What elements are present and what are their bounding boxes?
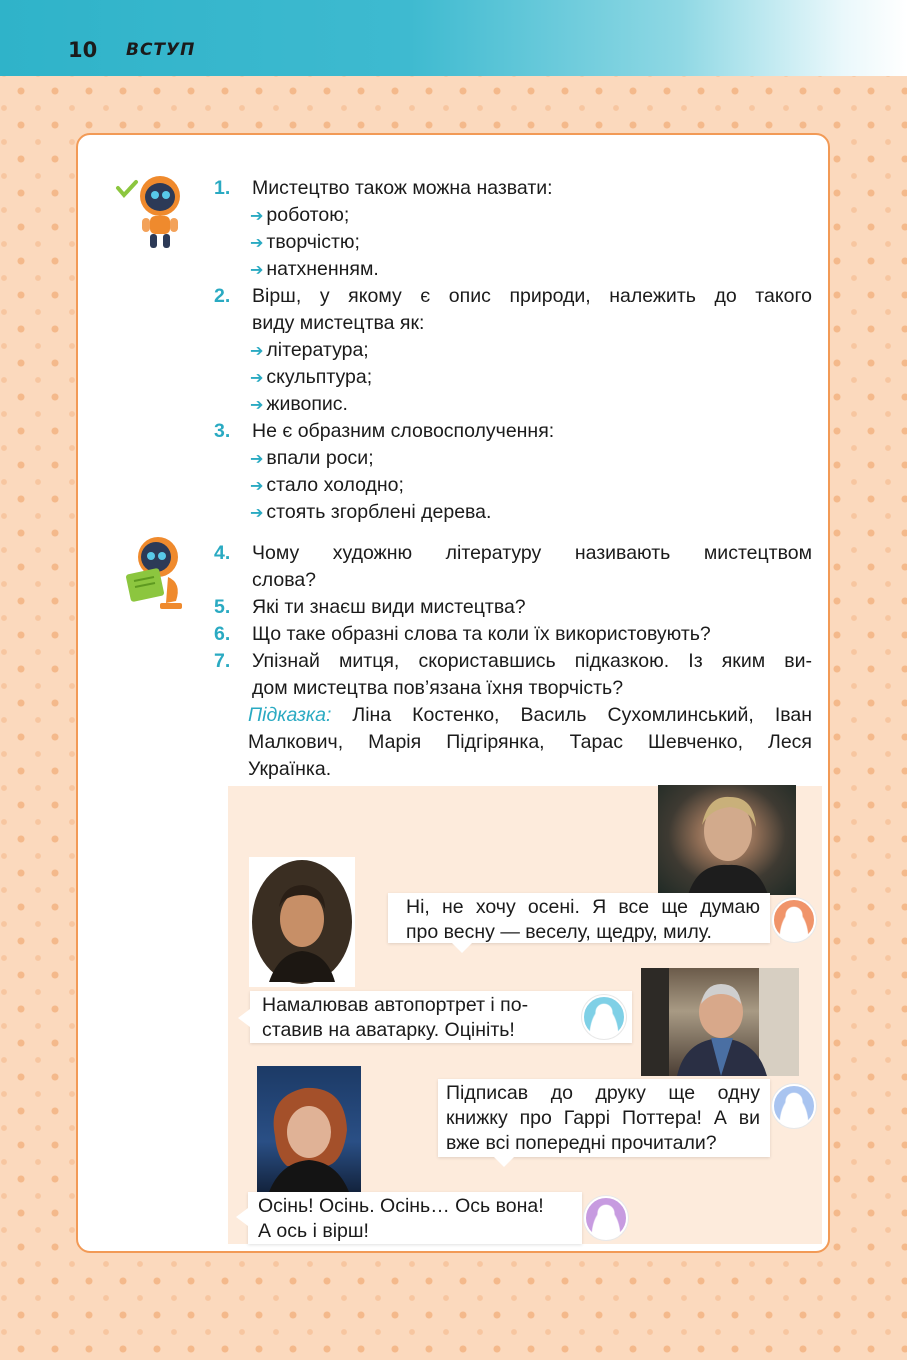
- question-text: виду мистецтва як:: [252, 312, 425, 334]
- bullet-arrow-icon: ➔: [250, 262, 264, 279]
- portrait-photo: [658, 785, 796, 895]
- question-number: 4.: [214, 542, 231, 564]
- hint-text: Українка.: [248, 758, 332, 780]
- answer-option: ➔ роботою;: [250, 204, 350, 226]
- user-avatar-icon: [584, 1196, 628, 1240]
- hint-text: Підказка: Ліна Костенко, Василь Сухомлинський, Іван: [248, 704, 812, 726]
- hint-label: Підказка:: [248, 704, 332, 726]
- bullet-arrow-icon: ➔: [250, 478, 264, 495]
- portrait-photo: [249, 857, 355, 987]
- bullet-arrow-icon: ➔: [250, 451, 264, 468]
- question-text: Що таке образні слова та коли їх використовують?: [252, 623, 711, 645]
- question-text: Вірш, у якому є опис природи, належить до такого: [252, 285, 812, 307]
- hint-text: Малкович, Марія Підгірянка, Тарас Шевченко, Леся: [248, 731, 812, 753]
- question-number: 7.: [214, 650, 231, 672]
- portrait-photo: [641, 968, 799, 1076]
- question-number: 3.: [214, 420, 231, 442]
- page-header: [0, 0, 907, 76]
- answer-option: ➔ скульптура;: [250, 366, 373, 388]
- portrait-photo: [257, 1066, 361, 1192]
- user-avatar-icon: [772, 898, 816, 942]
- question-text: Упізнай митця, скориставшись підказкою. Із яким ви-: [252, 650, 812, 672]
- answer-option: ➔ стоять згорблені дерева.: [250, 501, 492, 523]
- question-number: 1.: [214, 177, 231, 199]
- question-text: Які ти знаєш види мистецтва?: [252, 596, 526, 618]
- bullet-arrow-icon: ➔: [250, 208, 264, 225]
- question-number: 5.: [214, 596, 231, 618]
- section-title: ВСТУП: [126, 40, 196, 60]
- robot-mascot-icon: [112, 170, 192, 252]
- bullet-arrow-icon: ➔: [250, 370, 264, 387]
- answer-option: ➔ література;: [250, 339, 369, 361]
- answer-option: ➔ творчістю;: [250, 231, 360, 253]
- question-text: дом мистецтва пов’язана їхня творчість?: [252, 677, 624, 699]
- answer-option: ➔ стало холодно;: [250, 474, 404, 496]
- robot-reading-mascot-icon: [122, 533, 188, 613]
- question-number: 2.: [214, 285, 231, 307]
- chat-bubble: Підписав до друку ще одну книжку про Гаррі Поттера! А ви вже всі попередні прочитали?: [438, 1079, 770, 1157]
- bullet-arrow-icon: ➔: [250, 343, 264, 360]
- bullet-arrow-icon: ➔: [250, 505, 264, 522]
- answer-option: ➔ впали роси;: [250, 447, 374, 469]
- chat-bubble: Ні, не хочу осені. Я все ще думаю про весну — веселу, щедру, милу.: [388, 893, 770, 943]
- question-text: Чому художню літературу називають мистецтвом: [252, 542, 812, 564]
- question-number: 6.: [214, 623, 231, 645]
- bullet-arrow-icon: ➔: [250, 397, 264, 414]
- question-text: слова?: [252, 569, 317, 591]
- bullet-arrow-icon: ➔: [250, 235, 264, 252]
- question-text: Не є образним словосполучення:: [252, 420, 555, 442]
- user-avatar-icon: [582, 995, 626, 1039]
- chat-bubble: Осінь! Осінь. Осінь… Ось вона! А ось і вірш!: [248, 1192, 582, 1244]
- answer-option: ➔ живопис.: [250, 393, 348, 415]
- question-text: Мистецтво також можна назвати:: [252, 177, 553, 199]
- answer-option: ➔ натхненням.: [250, 258, 379, 280]
- user-avatar-icon: [772, 1084, 816, 1128]
- page-number: 10: [68, 38, 98, 62]
- chat-bubble: Намалював автопортрет і по- ставив на аватарку. Оцініть!: [250, 991, 632, 1043]
- check-icon: [118, 182, 136, 195]
